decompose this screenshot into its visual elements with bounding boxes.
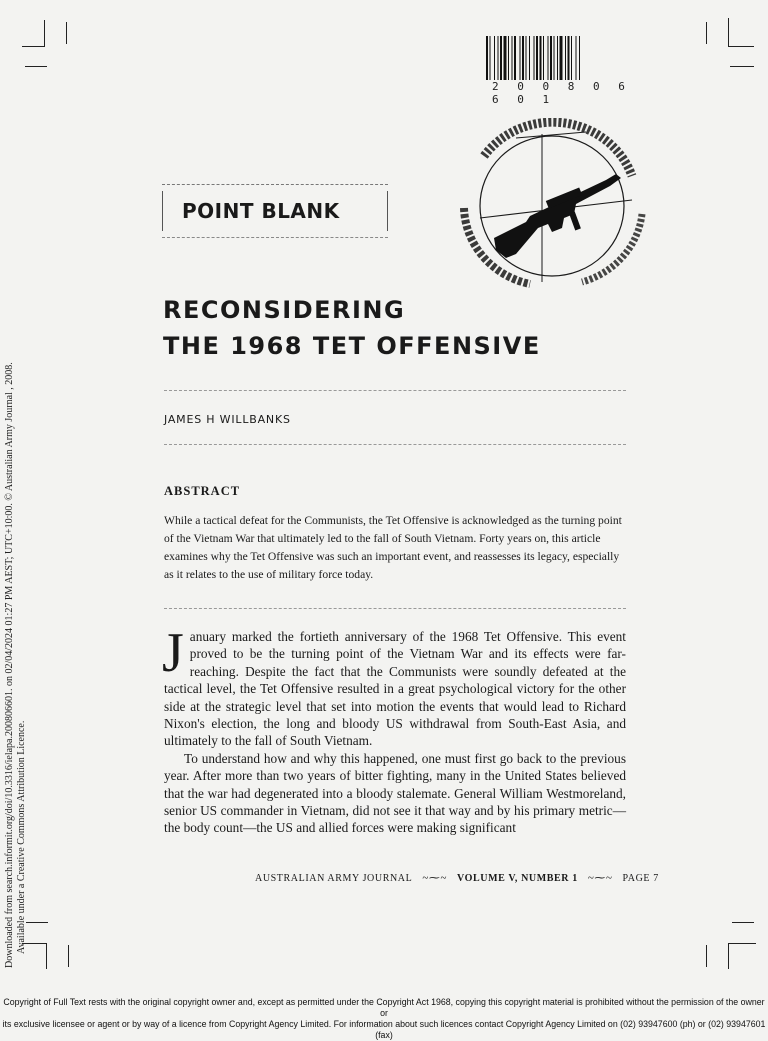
barcode-bar (526, 36, 527, 80)
divider (164, 444, 626, 445)
download-notice-line: Available under a Creative Commons Attribution Licence. (16, 720, 27, 954)
crop-mark (25, 66, 47, 67)
wave-ornament-icon: ~⁓~ (587, 872, 613, 884)
divider (164, 608, 626, 609)
barcode-bar (543, 36, 544, 80)
crop-mark (68, 945, 69, 967)
copyright-line: Copyright of Full Text rests with the original copyright owner and, except as permitted under the Copyright Act 1968, copying this copyright material is prohibited without the permission of the owner or (3, 997, 765, 1018)
volume-number: VOLUME V, NUMBER 1 (457, 873, 578, 884)
article-title-line-2: THE 1968 TET OFFENSIVE (163, 332, 541, 360)
page-number: PAGE 7 (622, 873, 659, 884)
crop-mark (730, 66, 754, 67)
crop-mark (26, 922, 48, 923)
crop-mark (728, 46, 754, 47)
body-paragraph (162, 622, 626, 750)
barcode-bar (571, 36, 572, 80)
barcode-bar (529, 36, 530, 80)
journal-name: AUSTRALIAN ARMY JOURNAL (255, 873, 413, 884)
author-name: JAMES H WILLBANKS (164, 413, 291, 426)
crosshair-rifle-emblem (456, 118, 648, 290)
section-label: POINT BLANK (182, 199, 340, 223)
crop-mark (732, 922, 754, 923)
barcode-bar (560, 36, 563, 80)
abstract-text: While a tactical defeat for the Communists, the Tet Offensive is acknowledged as the turning point of the Vietnam War that ultimately led to the fall of South Vietnam. Forty years on, this article examines why the Tet Offensive was such an important event, and reassesses its legacy, especially as it relates to the use of military force today. (164, 514, 622, 581)
barcode-bar (500, 36, 502, 80)
crop-mark (728, 18, 729, 46)
barcode-bars (484, 36, 636, 80)
barcode-bar (494, 36, 495, 80)
article-body (162, 622, 626, 837)
section-label-box (162, 184, 388, 238)
barcode-bar (514, 36, 516, 80)
barcode-bar (557, 36, 558, 80)
download-notice-line: Downloaded from search.informit.org/doi/10.3316/ielapa.200806601. on 02/04/2024 01:27 PM AEST; UTC+10:00. © Australian Army Journal , 2008. (4, 362, 15, 968)
barcode-bar (568, 36, 570, 80)
barcode-bar (498, 36, 499, 80)
barcode (484, 36, 636, 106)
barcode-bar (579, 36, 580, 80)
crop-mark (706, 22, 707, 44)
barcode-bar (576, 36, 577, 80)
barcode-bar (490, 36, 491, 80)
barcode-bar (512, 36, 513, 80)
barcode-number: 2 0 0 8 0 6 6 0 1 (492, 80, 631, 106)
barcode-bar (548, 36, 549, 80)
box-right-edge (387, 191, 388, 231)
crop-mark (22, 46, 44, 47)
crop-mark (66, 22, 67, 44)
crop-mark (706, 945, 707, 967)
barcode-bar (540, 36, 542, 80)
article-title-line-1: RECONSIDERING (163, 296, 406, 324)
wave-ornament-icon: ~⁓~ (422, 872, 448, 884)
crop-mark (44, 20, 45, 47)
barcode-bar (554, 36, 555, 80)
abstract-heading: ABSTRACT (164, 484, 241, 498)
copyright-line: its exclusive licensee or agent or by way of a licence from Copyright Agency Limited. For information about such licences contact Copyright Agency Limited on (02) 93947600 (ph) or (02) 93947601 (fax) (2, 1019, 766, 1040)
barcode-bar (550, 36, 552, 80)
barcode-bar (534, 36, 535, 80)
divider (164, 390, 626, 391)
barcode-bar (536, 36, 538, 80)
barcode-bar (522, 36, 524, 80)
copyright-notice (0, 997, 768, 1041)
paragraph-text: anuary marked the fortieth anniversary of the 1968 Tet Offensive. This event proved to be the turning point of the Vietnam War and its effects were far-reaching. Despite the fact that the Communists were soundly defeated at the tactical level, the Tet Offensive resulted in a great psychological victory for the other side at the strategic level that set into motion the events that would lead to Richard Nixon's election, the long and bloody US withdrawal from South-East Asia, and ultimately to the fall of South Vietnam. (164, 629, 626, 749)
crop-mark (728, 943, 729, 969)
drop-cap: J (162, 622, 184, 684)
barcode-bar (504, 36, 507, 80)
body-paragraph: To understand how and why this happened, one must first go back to the previous year. After more than two years of bitter fighting, many in the United States believed that the war had degenerated into a bloody stalemate. General William Westmoreland, senior US commander in Vietnam, did not see it that way and by his primary metric—the body count—the US and allied forces were making significant (164, 750, 626, 836)
barcode-bar (565, 36, 566, 80)
crop-mark (46, 943, 47, 969)
box-left-edge (162, 191, 163, 231)
barcode-bar (520, 36, 521, 80)
download-notice (4, 362, 28, 968)
crop-mark (728, 943, 756, 944)
barcode-bar (486, 36, 488, 80)
page-footer (255, 871, 659, 884)
barcode-bar (508, 36, 509, 80)
